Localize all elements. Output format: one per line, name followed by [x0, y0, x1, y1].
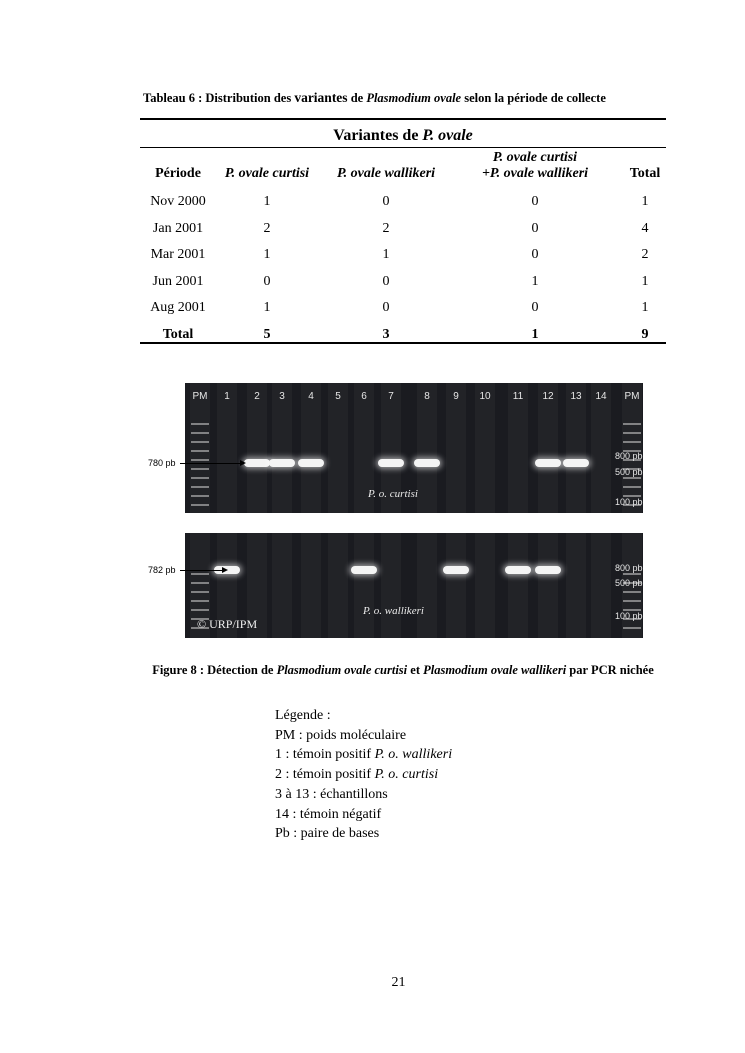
col-header-mixed-line1: P. ovale curtisi — [492, 150, 578, 165]
table-bottom-rule — [140, 342, 666, 344]
group-header: Variantes de P. ovale — [333, 127, 473, 144]
lane-strip — [446, 533, 466, 638]
lane-label: 6 — [361, 391, 367, 402]
marker-size-label: 500 pb — [615, 467, 643, 477]
lane-strip — [272, 533, 292, 638]
dna-band-lane-9 — [443, 566, 469, 574]
ladder-band — [191, 477, 209, 479]
lane-strip — [217, 383, 237, 513]
lane-strip — [301, 533, 321, 638]
lane-strip — [417, 533, 437, 638]
lane-label: 1 — [224, 391, 230, 402]
table-cell: 0 — [531, 194, 539, 209]
ladder-band — [191, 441, 209, 443]
table-cell: 2 — [263, 220, 271, 236]
dna-band-lane-13 — [563, 459, 589, 467]
table-cell: Mar 2001 — [150, 247, 206, 263]
dna-band-lane-7 — [378, 459, 404, 467]
col-header-periode: Période — [155, 166, 201, 181]
table-cell: 1 — [263, 247, 271, 263]
table-total-cell: Total — [162, 327, 194, 342]
table-cell: Jun 2001 — [152, 273, 204, 289]
lane-label: 11 — [512, 391, 524, 402]
table-cell: 0 — [382, 273, 390, 289]
gel-name-label: P. o. curtisi — [368, 488, 418, 500]
lane-strip — [272, 383, 292, 513]
lane-strip — [591, 383, 611, 513]
marker-size-label: 800 pb — [615, 451, 643, 461]
table-cell: 1 — [641, 300, 649, 316]
lane-strip — [538, 383, 558, 513]
lane-strip — [566, 533, 586, 638]
marker-size-label: 100 pb — [615, 497, 643, 507]
ladder-band — [623, 477, 641, 479]
table-cell: 0 — [531, 300, 539, 316]
dna-band-lane-6 — [351, 566, 377, 574]
table-cell: 1 — [263, 194, 271, 209]
ladder-band — [623, 591, 641, 593]
page-number: 21 — [391, 975, 406, 990]
lane-strip — [328, 533, 348, 638]
col-header-total: Total — [629, 166, 661, 181]
lane-strip — [622, 383, 642, 513]
ladder-band — [191, 573, 209, 575]
lane-label: 14 — [595, 391, 607, 402]
legend-lane-1: 1 : témoin positif P. o. wallikeri — [275, 747, 453, 763]
lane-label: 5 — [335, 391, 341, 402]
ladder-band — [191, 600, 209, 602]
lane-label: PM — [192, 391, 208, 402]
table-top-rule — [140, 118, 666, 120]
dna-band-lane-4 — [298, 459, 324, 467]
table-cell: 0 — [382, 300, 390, 316]
ladder-band — [191, 459, 209, 461]
dna-band-lane-12 — [535, 459, 561, 467]
lane-strip — [381, 533, 401, 638]
group-header-rule — [140, 147, 666, 148]
lane-strip — [475, 533, 495, 638]
table-cell: 2 — [641, 247, 649, 263]
lane-label: 2 — [254, 391, 260, 402]
table-cell: 1 — [531, 273, 539, 289]
bp-label-782: 782 pb — [148, 565, 176, 575]
legend-pb: Pb : paire de bases — [275, 826, 380, 842]
lane-label: 9 — [453, 391, 459, 402]
lane-label: 8 — [424, 391, 430, 402]
lane-strip — [446, 383, 466, 513]
table-cell: 0 — [382, 194, 390, 209]
ladder-band — [623, 486, 641, 488]
lane-strip — [417, 383, 437, 513]
lane-strip — [301, 383, 321, 513]
lane-strip — [566, 383, 586, 513]
figure-legend — [275, 706, 452, 844]
arrow-head-782 — [222, 567, 228, 573]
ladder-band — [191, 495, 209, 497]
marker-size-label: 800 pb — [615, 563, 643, 573]
gel-curtisi — [185, 383, 643, 513]
gel-wallikeri — [185, 533, 643, 638]
table-cell: 2 — [382, 220, 390, 236]
col-header-mixed-line2: +P. ovale wallikeri — [481, 166, 589, 181]
table-cell: Nov 2000 — [150, 194, 206, 209]
copyright-label: © URP/IPM — [197, 617, 258, 631]
lane-label: 3 — [279, 391, 285, 402]
table-cell: 1 — [641, 194, 649, 209]
lane-strip — [508, 533, 528, 638]
lane-strip — [328, 383, 348, 513]
legend-pm: PM : poids moléculaire — [275, 727, 407, 743]
legend-samples: 3 à 13 : échantillons — [275, 786, 388, 802]
ladder-band — [191, 486, 209, 488]
lane-strip — [190, 383, 210, 513]
table-total-cell: 5 — [263, 327, 271, 342]
dna-band-lane-12 — [535, 566, 561, 574]
legend-negative: 14 : témoin négatif — [275, 806, 382, 822]
ladder-band — [191, 468, 209, 470]
lane-strip — [247, 383, 267, 513]
figure-caption: Figure 8 : Détection de Plasmodium ovale curtisi et Plasmodium ovale wallikeri par PCR nichée — [152, 663, 654, 677]
table-total-cell: 9 — [641, 327, 649, 342]
ladder-band — [623, 441, 641, 443]
ladder-band — [623, 600, 641, 602]
table-cell: 1 — [263, 300, 271, 316]
gel-name-label: P. o. wallikeri — [363, 605, 424, 617]
arrow-780 — [180, 463, 242, 464]
lane-label: 7 — [388, 391, 394, 402]
distribution-table — [140, 118, 666, 344]
lane-label: 12 — [542, 391, 554, 402]
marker-size-label: 500 pb — [615, 578, 643, 588]
table-cell: Aug 2001 — [150, 300, 206, 316]
col-header-curtisi: P. ovale curtisi — [224, 166, 310, 181]
ladder-band — [623, 573, 641, 575]
lane-strip — [538, 533, 558, 638]
table-cell: 0 — [263, 273, 271, 289]
arrow-head-780 — [240, 460, 246, 466]
arrow-782 — [180, 570, 224, 571]
bp-label-780: 780 pb — [148, 458, 176, 468]
dna-band-lane-8 — [414, 459, 440, 467]
table-cell: 1 — [641, 273, 649, 289]
table-total-cell: 3 — [382, 327, 390, 342]
ladder-band — [191, 423, 209, 425]
lane-label: 4 — [308, 391, 314, 402]
ladder-band — [623, 423, 641, 425]
ladder-band — [623, 627, 641, 629]
dna-band-lane-11 — [505, 566, 531, 574]
ladder-band — [191, 582, 209, 584]
lane-label: 10 — [479, 391, 491, 402]
ladder-band — [623, 432, 641, 434]
table-caption: Tableau 6 : Distribution des variantes de Plasmodium ovale selon la période de collecte — [143, 90, 606, 105]
lane-label: 13 — [570, 391, 582, 402]
marker-size-label: 100 pb — [615, 611, 643, 621]
lane-strip — [354, 533, 374, 638]
table-cell: 4 — [641, 220, 649, 236]
table-cell: Jan 2001 — [152, 220, 204, 236]
table-cell: 1 — [382, 247, 390, 263]
legend-lane-2: 2 : témoin positif P. o. curtisi — [275, 767, 439, 783]
table-cell: 0 — [531, 220, 539, 236]
lane-label: PM — [624, 391, 640, 402]
lane-strip — [475, 383, 495, 513]
table-total-cell: 1 — [531, 327, 539, 342]
ladder-band — [191, 609, 209, 611]
ladder-band — [191, 432, 209, 434]
lane-strip — [508, 383, 528, 513]
lane-strip — [591, 533, 611, 638]
dna-band-lane-2 — [244, 459, 270, 467]
legend-title: Légende : — [275, 708, 331, 723]
ladder-band — [191, 450, 209, 452]
ladder-band — [191, 504, 209, 506]
dna-band-lane-3 — [269, 459, 295, 467]
col-header-wallikeri: P. ovale wallikeri — [336, 166, 436, 181]
table-cell: 0 — [531, 247, 539, 263]
ladder-band — [191, 591, 209, 593]
